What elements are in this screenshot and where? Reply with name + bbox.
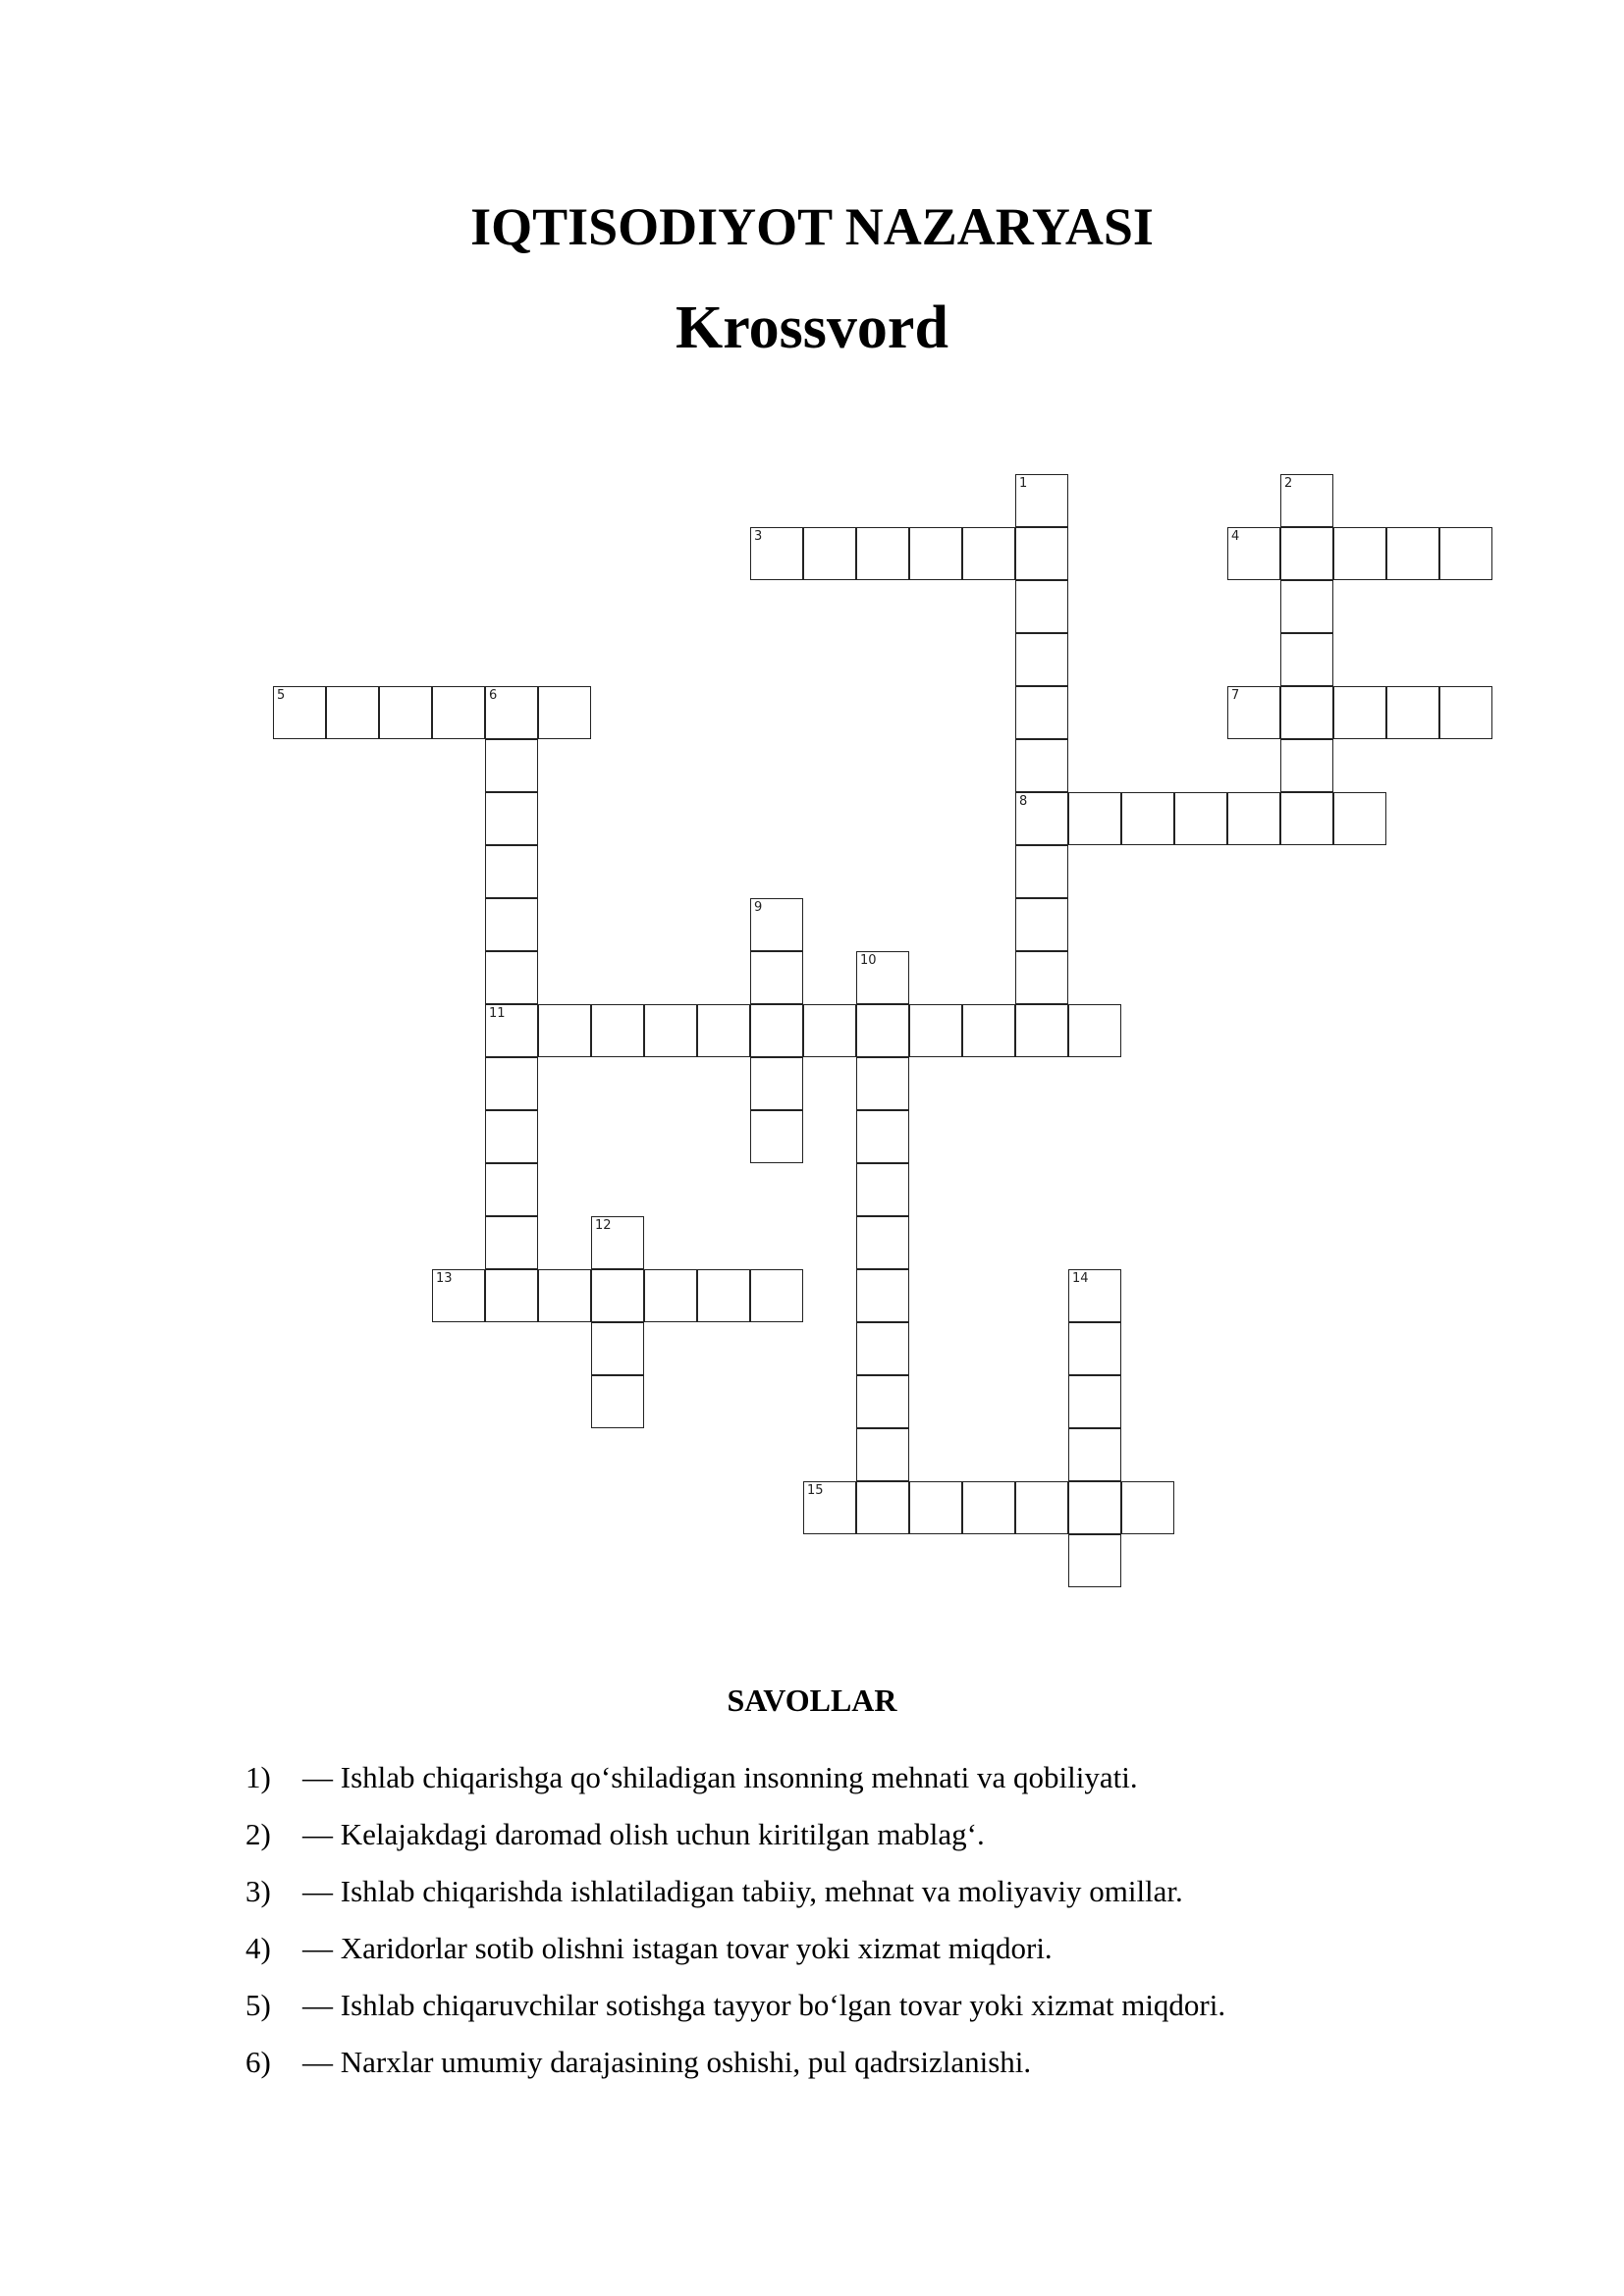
crossword-cell[interactable]	[1015, 1004, 1068, 1057]
crossword-cell[interactable]	[856, 1375, 909, 1428]
crossword-cell[interactable]	[856, 1163, 909, 1216]
crossword-cell[interactable]	[856, 1216, 909, 1269]
crossword-cell[interactable]	[697, 1004, 750, 1057]
crossword-cell-7[interactable]	[1227, 686, 1280, 739]
clue-number: 13	[436, 1271, 453, 1286]
crossword-cell[interactable]	[750, 1269, 803, 1322]
question-number: 6)	[245, 2045, 271, 2079]
question-item	[245, 1806, 1542, 1863]
crossword-cell[interactable]	[1068, 1534, 1121, 1587]
clue-number: 5	[277, 688, 286, 703]
crossword-cell-8[interactable]	[1015, 792, 1068, 845]
question-text: — Ishlab chiqaruvchilar sotishga tayyor bo‘lgan tovar yoki xizmat miqdori.	[302, 1988, 1226, 2022]
crossword-cell[interactable]	[962, 1004, 1015, 1057]
crossword-cell[interactable]	[803, 527, 856, 580]
document-subtitle: Krossvord	[676, 294, 948, 361]
clue-number: 10	[860, 953, 877, 968]
question-number: 3)	[245, 1874, 271, 1908]
crossword-cell[interactable]	[1015, 951, 1068, 1004]
crossword-cell[interactable]	[803, 1004, 856, 1057]
crossword-cell[interactable]	[1386, 686, 1439, 739]
crossword-cell[interactable]	[591, 1269, 644, 1322]
crossword-cell[interactable]	[485, 898, 538, 951]
crossword-cell[interactable]	[538, 686, 591, 739]
crossword-cell[interactable]	[1280, 633, 1333, 686]
question-text: — Xaridorlar sotib olishni istagan tovar yoki xizmat miqdori.	[302, 1931, 1053, 1965]
crossword-cell[interactable]	[1015, 739, 1068, 792]
questions-heading: SAVOLLAR	[727, 1682, 897, 1718]
crossword-cell[interactable]	[856, 1057, 909, 1110]
crossword-cell[interactable]	[909, 527, 962, 580]
crossword-cell[interactable]	[856, 1428, 909, 1481]
crossword-cell[interactable]	[856, 1322, 909, 1375]
crossword-cell[interactable]	[379, 686, 432, 739]
crossword-cell[interactable]	[1068, 792, 1121, 845]
crossword-cell-4[interactable]	[1227, 527, 1280, 580]
document-title: IQTISODIYOT NAZARYASI	[470, 197, 1154, 256]
clue-number: 8	[1019, 794, 1028, 809]
crossword-cell-9[interactable]	[750, 898, 803, 951]
crossword-cell[interactable]	[909, 1004, 962, 1057]
question-item	[245, 1920, 1542, 1977]
crossword-cell[interactable]	[485, 1269, 538, 1322]
crossword-cell[interactable]	[485, 951, 538, 1004]
crossword-cell[interactable]	[1068, 1375, 1121, 1428]
crossword-cell[interactable]	[1015, 1481, 1068, 1534]
clue-number: 15	[807, 1483, 824, 1498]
clue-number: 9	[754, 900, 763, 915]
crossword-cell[interactable]	[1280, 527, 1333, 580]
crossword-cell[interactable]	[1015, 845, 1068, 898]
crossword-cell[interactable]	[1121, 1481, 1174, 1534]
crossword-cell[interactable]	[591, 1004, 644, 1057]
crossword-cell[interactable]	[326, 686, 379, 739]
crossword-cell[interactable]	[909, 1481, 962, 1534]
crossword-cell[interactable]	[1386, 527, 1439, 580]
clue-number: 3	[754, 529, 763, 544]
crossword-cell-3[interactable]	[750, 527, 803, 580]
crossword-cell[interactable]	[485, 845, 538, 898]
crossword-cell[interactable]	[1121, 792, 1174, 845]
question-number: 4)	[245, 1931, 271, 1965]
crossword-cell[interactable]	[485, 1057, 538, 1110]
clue-number: 14	[1072, 1271, 1089, 1286]
crossword-cell[interactable]	[856, 1481, 909, 1534]
crossword-cell-14[interactable]	[1068, 1269, 1121, 1322]
question-text: — Ishlab chiqarishda ishlatiladigan tabiiy, mehnat va moliyaviy omillar.	[302, 1874, 1183, 1908]
question-text: — Kelajakdagi daromad olish uchun kiritilgan mablag‘.	[302, 1817, 985, 1851]
crossword-cell[interactable]	[538, 1004, 591, 1057]
clue-number: 4	[1231, 529, 1240, 544]
crossword-cell[interactable]	[1068, 1481, 1121, 1534]
crossword-cell[interactable]	[1333, 527, 1386, 580]
crossword-cell[interactable]	[1227, 792, 1280, 845]
crossword-cell[interactable]	[856, 1004, 909, 1057]
questions-list	[245, 1749, 1542, 2091]
clue-number: 7	[1231, 688, 1240, 703]
crossword-cell[interactable]	[485, 739, 538, 792]
crossword-cell[interactable]	[538, 1269, 591, 1322]
crossword-cell[interactable]	[485, 1216, 538, 1269]
crossword-cell-13[interactable]	[432, 1269, 485, 1322]
crossword-cell[interactable]	[1015, 686, 1068, 739]
crossword-cell[interactable]	[856, 1110, 909, 1163]
crossword-cell[interactable]	[1280, 686, 1333, 739]
crossword-cell[interactable]	[485, 792, 538, 845]
crossword-cell[interactable]	[750, 1004, 803, 1057]
crossword-cell[interactable]	[485, 1110, 538, 1163]
clue-number: 12	[595, 1218, 612, 1233]
crossword-cell-6[interactable]	[485, 686, 538, 739]
crossword-cell-5[interactable]	[273, 686, 326, 739]
crossword-cell[interactable]	[750, 951, 803, 1004]
crossword-cell[interactable]	[856, 1269, 909, 1322]
question-item	[245, 1863, 1542, 1920]
crossword-cell[interactable]	[697, 1269, 750, 1322]
clue-number: 2	[1284, 476, 1293, 491]
crossword-cell[interactable]	[644, 1004, 697, 1057]
crossword-cell-12[interactable]	[591, 1216, 644, 1269]
crossword-cell[interactable]	[1068, 1428, 1121, 1481]
crossword-cell[interactable]	[591, 1375, 644, 1428]
crossword-cell[interactable]	[1280, 580, 1333, 633]
clue-number: 11	[489, 1006, 506, 1021]
crossword-cell[interactable]	[1015, 527, 1068, 580]
crossword-cell-11[interactable]	[485, 1004, 538, 1057]
crossword-cell[interactable]	[1174, 792, 1227, 845]
crossword-cell[interactable]	[644, 1269, 697, 1322]
crossword-cell[interactable]	[962, 527, 1015, 580]
crossword-cell[interactable]	[1280, 739, 1333, 792]
crossword-cell[interactable]	[1280, 792, 1333, 845]
crossword-cell[interactable]	[432, 686, 485, 739]
crossword-cell[interactable]	[1439, 686, 1492, 739]
question-item	[245, 2034, 1542, 2091]
crossword-cell[interactable]	[1333, 686, 1386, 739]
crossword-cell-2[interactable]	[1280, 474, 1333, 527]
crossword-cell[interactable]	[750, 1110, 803, 1163]
question-text: — Ishlab chiqarishga qo‘shiladigan insonning mehnati va qobiliyati.	[302, 1760, 1138, 1794]
crossword-cell-10[interactable]	[856, 951, 909, 1004]
crossword-cell[interactable]	[750, 1057, 803, 1110]
crossword-cell[interactable]	[856, 527, 909, 580]
crossword-cell[interactable]	[1015, 580, 1068, 633]
question-item	[245, 1749, 1542, 1806]
crossword-cell-15[interactable]	[803, 1481, 856, 1534]
crossword-cell[interactable]	[1333, 792, 1386, 845]
crossword-cell[interactable]	[962, 1481, 1015, 1534]
question-item	[245, 1977, 1542, 2034]
crossword-cell[interactable]	[485, 1163, 538, 1216]
crossword-cell[interactable]	[1015, 633, 1068, 686]
crossword-cell-1[interactable]	[1015, 474, 1068, 527]
crossword-cell[interactable]	[591, 1322, 644, 1375]
question-number: 5)	[245, 1988, 271, 2022]
clue-number: 1	[1019, 476, 1028, 491]
crossword-cell[interactable]	[1068, 1322, 1121, 1375]
question-number: 1)	[245, 1760, 271, 1794]
crossword-cell[interactable]	[1439, 527, 1492, 580]
crossword-cell[interactable]	[1068, 1004, 1121, 1057]
crossword-cell[interactable]	[1015, 898, 1068, 951]
question-number: 2)	[245, 1817, 271, 1851]
question-text: — Narxlar umumiy darajasining oshishi, pul qadrsizlanishi.	[302, 2045, 1032, 2079]
clue-number: 6	[489, 688, 498, 703]
